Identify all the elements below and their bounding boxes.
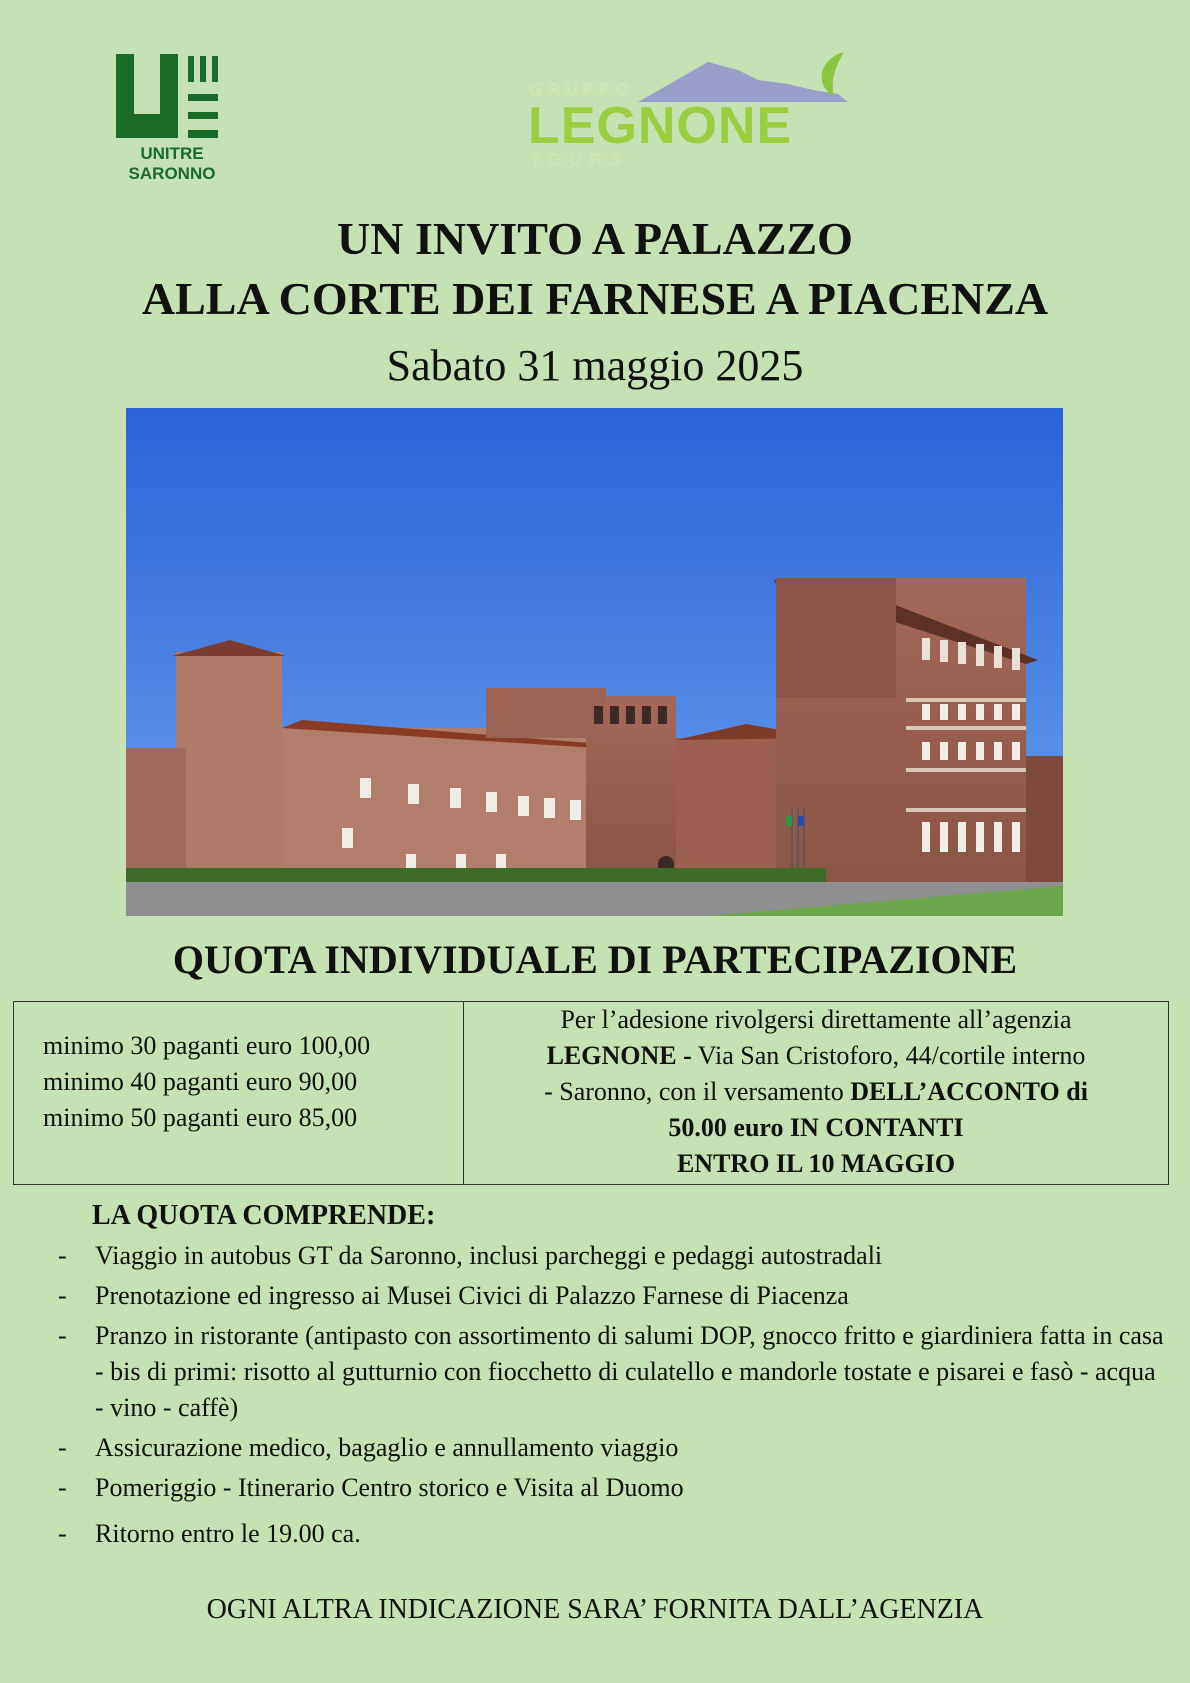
- palazzo-farnese-photo: [126, 408, 1063, 916]
- page-title-line1: UN INVITO A PALAZZO: [337, 213, 853, 264]
- price-row: minimo 30 paganti euro 100,00: [43, 1031, 371, 1060]
- booking-info-line1: Per l’adesione rivolgersi direttamente all’agenzia: [560, 1005, 1072, 1034]
- deposit-label: DELL’ACCONTO di: [850, 1077, 1088, 1106]
- unitre-line2: SARONNO: [128, 164, 216, 183]
- booking-info: [464, 1002, 1168, 1184]
- booking-info-line3: [464, 1074, 1168, 1110]
- bullet-dash: -: [58, 1241, 67, 1270]
- list-item: [54, 1470, 1164, 1506]
- comprende-title: LA QUOTA COMPRENDE:: [92, 1200, 436, 1231]
- unitre-line1: UNITRE: [140, 144, 204, 163]
- list-item-text: Prenotazione ed ingresso ai Musei Civici di Palazzo Farnese di Piacenza: [95, 1281, 849, 1310]
- inclusions-list: [54, 1238, 1164, 1556]
- bullet-dash: -: [58, 1321, 67, 1350]
- unitre-logo: [114, 52, 234, 184]
- event-date: Sabato 31 maggio 2025: [386, 341, 804, 390]
- bullet-dash: -: [58, 1473, 67, 1502]
- list-item: [54, 1430, 1164, 1466]
- list-item: [54, 1278, 1164, 1314]
- deposit-amount: 50.00 euro IN CONTANTI: [668, 1113, 964, 1142]
- bullet-dash: -: [58, 1281, 67, 1310]
- agency-address: Via San Cristoforo, 44/cortile interno: [691, 1041, 1086, 1070]
- quota-title: QUOTA INDIVIDUALE DI PARTECIPAZIONE: [172, 937, 1018, 982]
- list-item-text: Ritorno entro le 19.00 ca.: [95, 1519, 361, 1548]
- price-row: minimo 40 paganti euro 90,00: [43, 1067, 358, 1096]
- list-item-text: Viaggio in autobus GT da Saronno, inclusi parcheggi e pedaggi autostradali: [95, 1241, 883, 1270]
- list-item: [54, 1516, 1164, 1552]
- agency-name: LEGNONE -: [546, 1041, 692, 1070]
- unitre-mark-icon: [114, 52, 230, 142]
- booking-info-line2: [464, 1038, 1168, 1074]
- footer-note: OGNI ALTRA INDICAZIONE SARA’ FORNITA DALL’AGENZIA: [206, 1594, 984, 1625]
- price-row: minimo 50 paganti euro 85,00: [43, 1103, 358, 1132]
- deposit-deadline: ENTRO IL 10 MAGGIO: [676, 1149, 956, 1178]
- legnone-logo: [528, 50, 888, 172]
- unitre-wordmark: [114, 144, 230, 184]
- list-item-text: Pranzo in ristorante (antipasto con assortimento di salumi DOP, gnocco fritto e giardiniera fatta in casa - bis di primi: risotto al gutturnio con fiocchetto di culatello e mandorle tostate e pisarei e fasò - acqua - vino - caffè): [95, 1321, 1164, 1422]
- deposit-prefix: - Saronno, con il versamento: [544, 1077, 851, 1106]
- legnone-tours-text: TOURS: [530, 150, 630, 169]
- bullet-dash: -: [58, 1433, 67, 1462]
- list-item-text: Assicurazione medico, bagaglio e annullamento viaggio: [95, 1433, 679, 1462]
- bullet-dash: -: [58, 1519, 67, 1548]
- legnone-gruppo-text: GRUPPO: [530, 80, 634, 99]
- page-title-line2: ALLA CORTE DEI FARNESE A PIACENZA: [141, 273, 1049, 324]
- price-list: [14, 1002, 464, 1184]
- price-table: [13, 1001, 1169, 1185]
- list-item-text: Pomeriggio - Itinerario Centro storico e Visita al Duomo: [95, 1473, 684, 1502]
- list-item: [54, 1318, 1164, 1426]
- list-item: [54, 1238, 1164, 1274]
- legnone-main-text: LEGNONE: [528, 97, 793, 155]
